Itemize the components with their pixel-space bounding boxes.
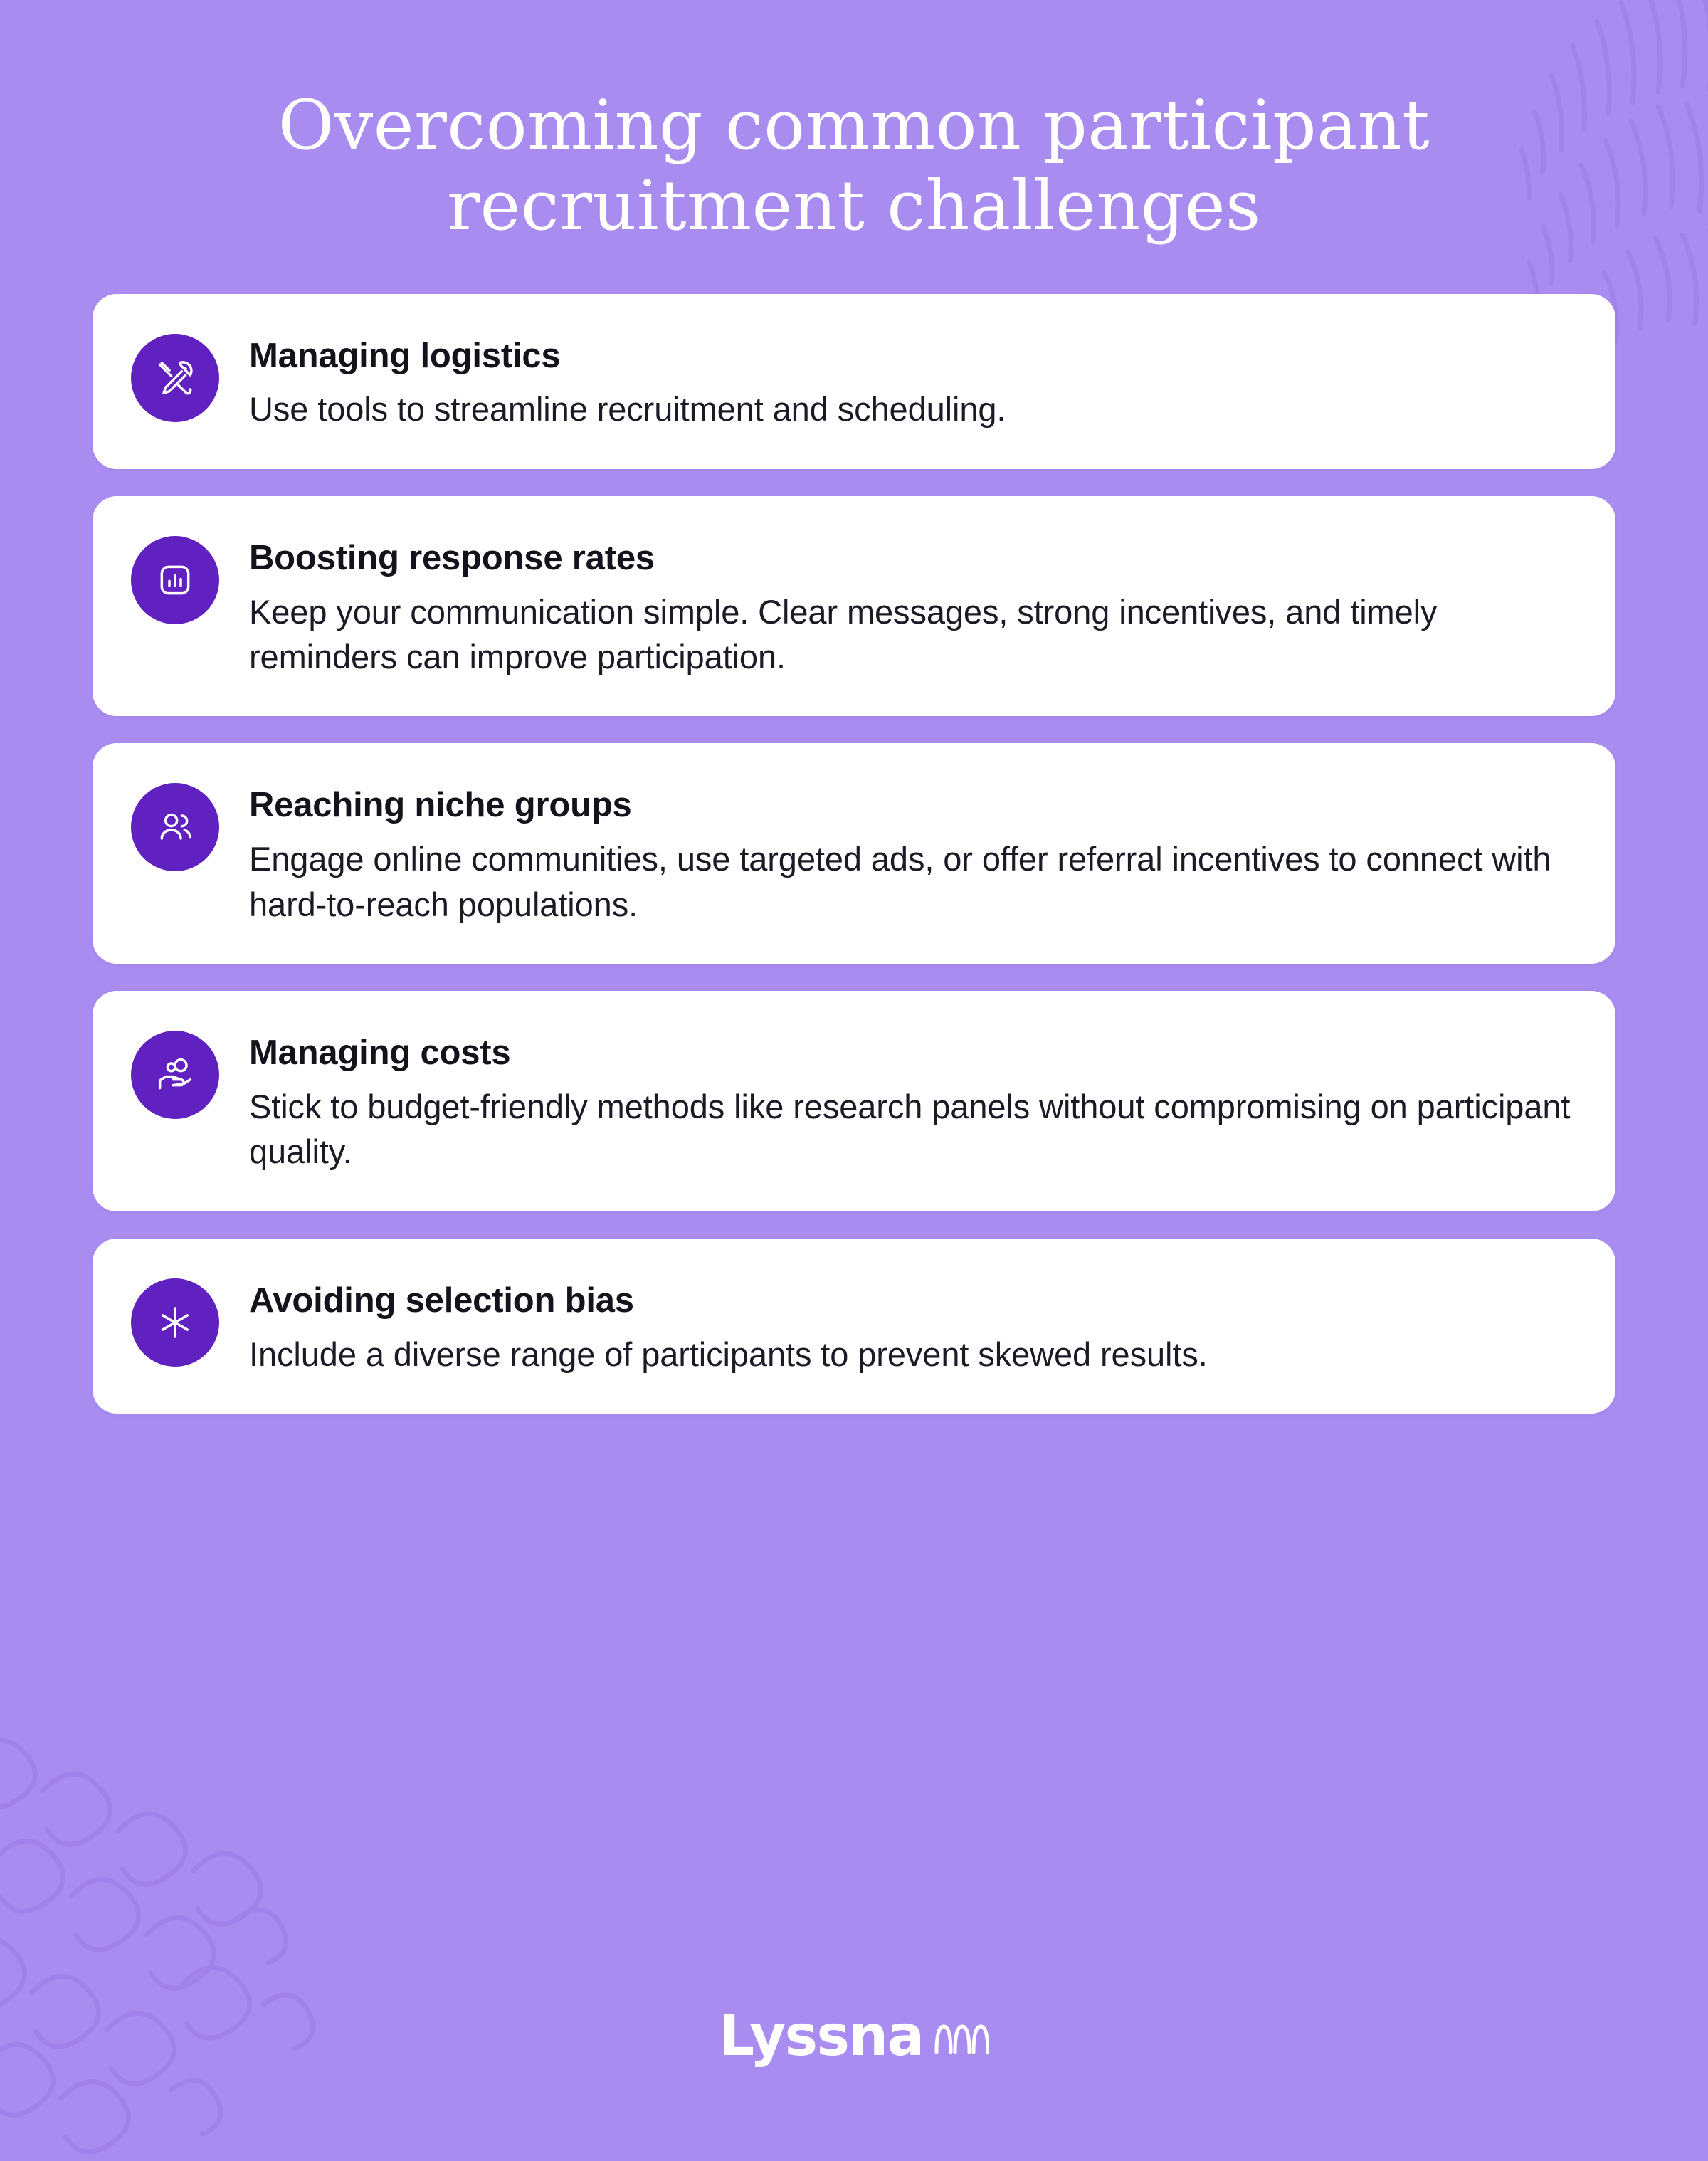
challenge-card xyxy=(93,991,1615,1211)
title-block xyxy=(93,0,1615,294)
card-text xyxy=(249,780,1573,927)
card-text xyxy=(249,331,1573,432)
card-heading: Managing logistics xyxy=(249,336,561,375)
card-heading: Managing costs xyxy=(249,1034,511,1073)
challenge-card xyxy=(93,496,1615,717)
bar-chart-icon xyxy=(131,536,219,624)
card-heading: Avoiding selection bias xyxy=(249,1281,634,1320)
card-body: Use tools to streamline recruitment and scheduling. xyxy=(249,390,1006,428)
hand-coin-icon xyxy=(131,1031,219,1119)
card-body: Keep your communication simple. Clear messages, strong incentives, and timely reminders can improve participation. xyxy=(249,592,1438,675)
footer-logo xyxy=(93,1959,1615,2133)
challenge-card xyxy=(93,1239,1615,1414)
challenge-card xyxy=(93,743,1615,964)
card-body: Engage online communities, use targeted ads, or offer referral incentives to connect with hard-to-reach populations. xyxy=(249,840,1551,923)
card-text xyxy=(249,533,1573,680)
page-title: Overcoming common participant recruitment challenges xyxy=(278,85,1430,246)
card-body: Stick to budget-friendly methods like research panels without compromising on participant quality. xyxy=(249,1087,1571,1171)
card-heading: Boosting response rates xyxy=(249,538,655,577)
card-text xyxy=(249,1028,1573,1174)
challenge-card xyxy=(93,294,1615,469)
card-heading: Reaching niche groups xyxy=(249,786,632,825)
challenge-card-list xyxy=(93,294,1615,1414)
asterisk-sparkle-icon xyxy=(131,1278,219,1367)
tools-icon xyxy=(131,334,219,422)
people-group-icon xyxy=(131,783,219,871)
lyssna-waves-mark-icon xyxy=(928,2019,989,2061)
logo-wordmark: Lyssna xyxy=(719,2004,924,2068)
card-text xyxy=(249,1276,1573,1377)
card-body: Include a diverse range of participants to prevent skewed results. xyxy=(249,1335,1208,1373)
